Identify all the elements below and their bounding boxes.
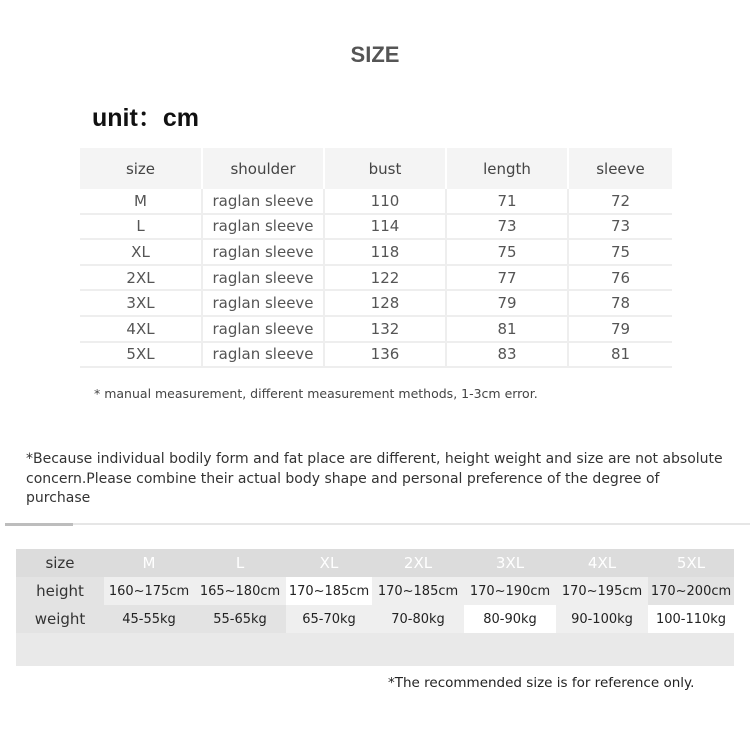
unit-label: unit：cm (92, 104, 199, 132)
measurement-note: * manual measurement, different measurement methods, 1-3cm error. (94, 386, 538, 401)
cell-size: XL (80, 239, 202, 265)
table-row (80, 214, 672, 240)
page-title: SIZE (350, 42, 400, 67)
cell-bust: 136 (324, 342, 446, 368)
table-row (80, 316, 672, 342)
label-height: height (16, 577, 104, 605)
table-row (80, 189, 672, 214)
ref-weight: 45-55kg (104, 605, 194, 633)
cell-shoulder: raglan sleeve (202, 316, 324, 342)
ref-size: 3XL (495, 554, 525, 572)
cell-length: 79 (446, 290, 568, 316)
section-divider (5, 523, 750, 525)
cell-length: 73 (446, 214, 568, 240)
cell-bust: 110 (324, 189, 446, 214)
cell-sleeve: 79 (568, 316, 672, 342)
cell-size: 4XL (80, 316, 202, 342)
cell-size: 2XL (80, 265, 202, 291)
cell-bust: 118 (324, 239, 446, 265)
ref-weight: 70-80kg (372, 605, 464, 633)
cell-shoulder: raglan sleeve (202, 239, 324, 265)
ref-weight: 90-100kg (556, 605, 648, 633)
cell-sleeve: 75 (568, 239, 672, 265)
section-divider-accent (5, 523, 73, 526)
ref-weight: 55-65kg (194, 605, 286, 633)
cell-length: 75 (446, 239, 568, 265)
cell-shoulder: raglan sleeve (202, 189, 324, 214)
cell-shoulder: raglan sleeve (202, 214, 324, 240)
cell-sleeve: 81 (568, 342, 672, 368)
cell-size: M (80, 189, 202, 214)
ref-size: XL (319, 554, 339, 572)
table-row (80, 239, 672, 265)
ref-weight: 80-90kg (464, 605, 556, 633)
label-weight: weight (16, 605, 104, 633)
ref-size: 5XL (676, 554, 706, 572)
reference-height-row (16, 577, 734, 605)
label-size: size (45, 554, 75, 572)
header-bust: bust (324, 148, 446, 189)
cell-bust: 122 (324, 265, 446, 291)
cell-bust: 132 (324, 316, 446, 342)
cell-size: 5XL (80, 342, 202, 368)
ref-height: 170~195cm (556, 577, 648, 605)
ref-size: L (235, 554, 245, 572)
header-sleeve: sleeve (568, 148, 672, 189)
ref-height: 170~185cm (286, 577, 372, 605)
cell-size: 3XL (80, 290, 202, 316)
reference-size-row (16, 549, 734, 577)
ref-size: 4XL (587, 554, 617, 572)
reference-note: *The recommended size is for reference only. (388, 675, 695, 691)
table-row (80, 290, 672, 316)
cell-length: 81 (446, 316, 568, 342)
ref-size: M (142, 554, 156, 572)
table-header-row (80, 148, 672, 189)
fit-disclaimer-paragraph: *Because individual bodily form and fat place are different, height weight and size are not absolute concern.Please combine their actual body shape and personal preference of the degree of purchase (26, 451, 723, 506)
header-length: length (446, 148, 568, 189)
cell-shoulder: raglan sleeve (202, 290, 324, 316)
table-row (80, 265, 672, 291)
cell-shoulder: raglan sleeve (202, 342, 324, 368)
ref-weight: 100-110kg (648, 605, 734, 633)
cell-shoulder: raglan sleeve (202, 265, 324, 291)
ref-height: 160~175cm (104, 577, 194, 605)
cell-sleeve: 76 (568, 265, 672, 291)
size-reference-grid (16, 549, 734, 633)
ref-height: 170~185cm (372, 577, 464, 605)
ref-height: 170~190cm (464, 577, 556, 605)
table-row (80, 342, 672, 368)
header-shoulder: shoulder (202, 148, 324, 189)
cell-length: 77 (446, 265, 568, 291)
cell-size: L (80, 214, 202, 240)
size-chart-table (80, 148, 672, 368)
cell-bust: 128 (324, 290, 446, 316)
ref-size: 2XL (403, 554, 433, 572)
ref-weight: 65-70kg (286, 605, 372, 633)
cell-bust: 114 (324, 214, 446, 240)
cell-sleeve: 72 (568, 189, 672, 214)
header-size: size (80, 148, 202, 189)
cell-length: 71 (446, 189, 568, 214)
cell-sleeve: 73 (568, 214, 672, 240)
cell-sleeve: 78 (568, 290, 672, 316)
ref-height: 170~200cm (648, 577, 734, 605)
cell-length: 83 (446, 342, 568, 368)
ref-height: 165~180cm (194, 577, 286, 605)
reference-weight-row (16, 605, 734, 633)
